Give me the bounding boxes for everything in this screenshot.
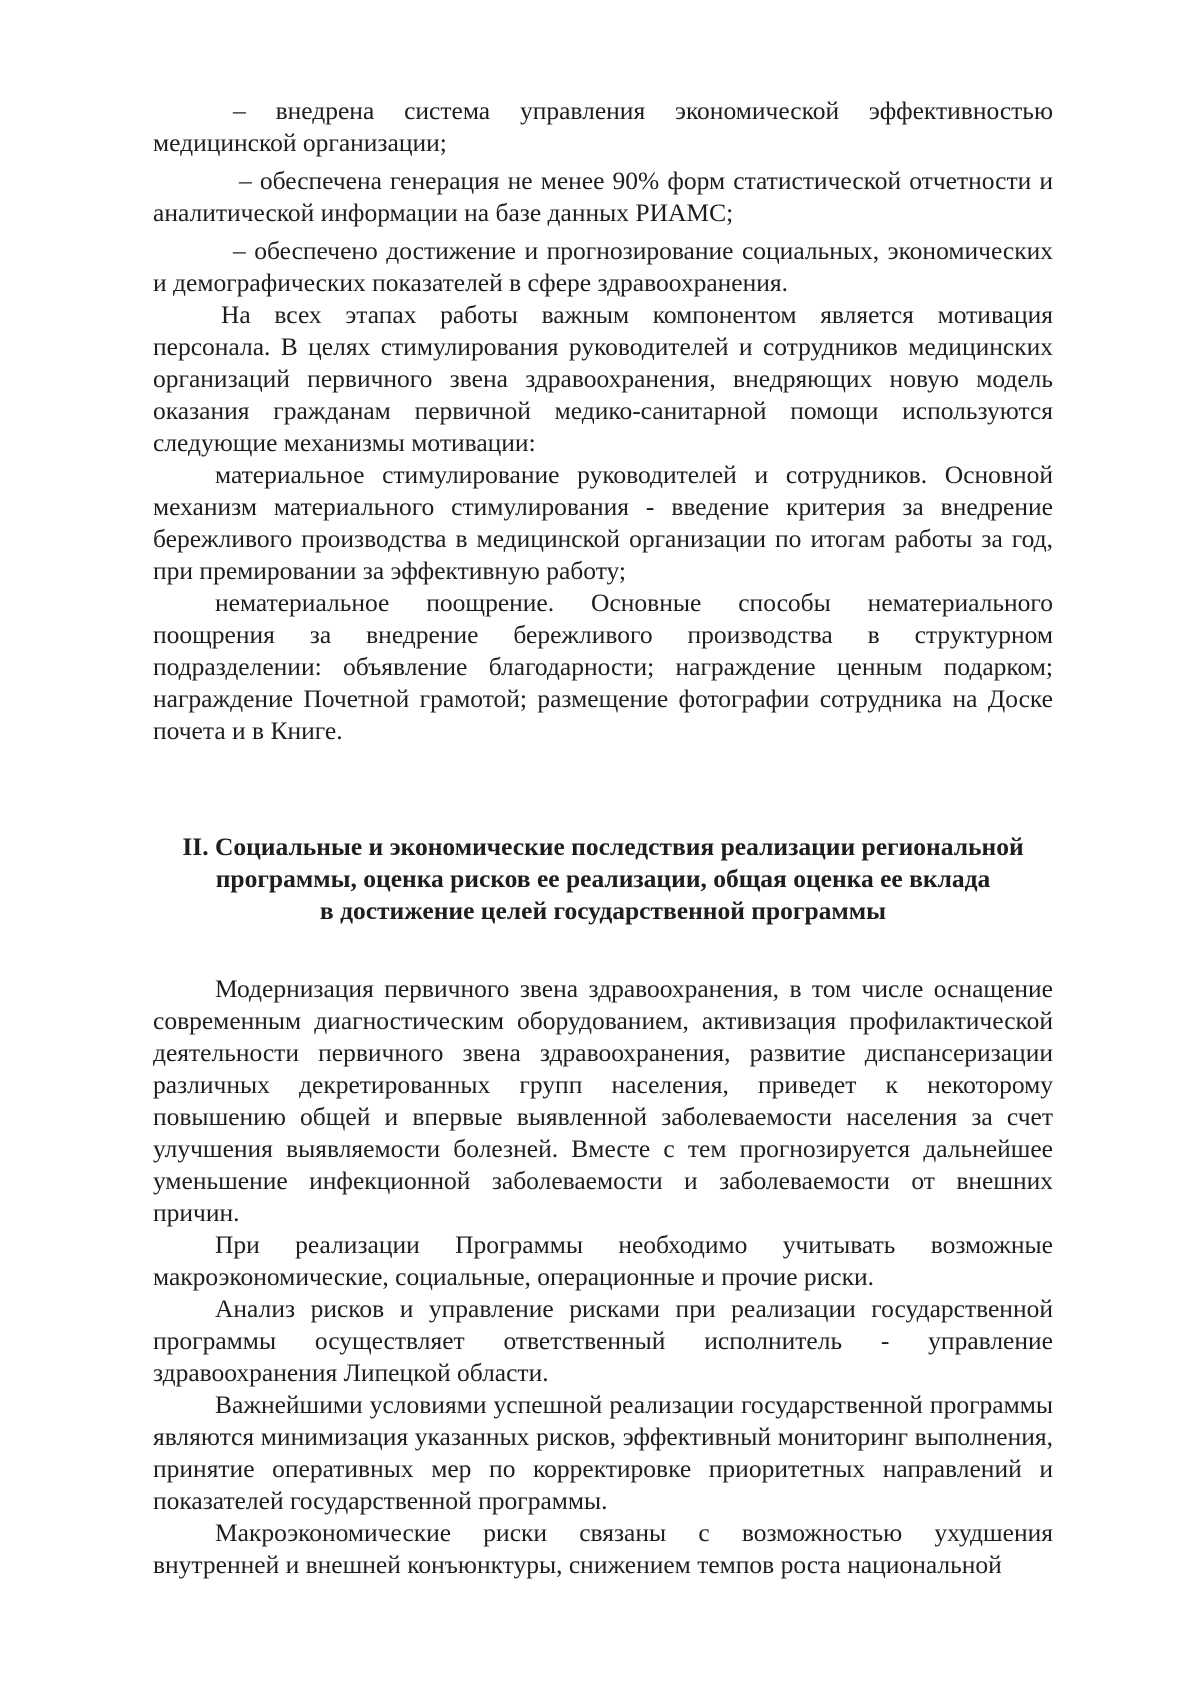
bullet-item: – внедрена система управления экономической эффективностью медицинской организации;: [153, 96, 1053, 157]
bullet-item: – обеспечено достижение и прогнозирование социальных, экономических и демографических показателей в сфере здравоохранения.: [153, 236, 1053, 297]
body-paragraph: На всех этапах работы важным компонентом является мотивация персонала. В целях стимулирования руководителей и сотрудников медицинских организаций первичного звена здравоохранения, внедряющих новую модель оказания гражданам первичной медико-санитарной помощи используются следующие механизмы мотивации:: [153, 300, 1053, 457]
bullet-item: – обеспечена генерация не менее 90% форм статистической отчетности и аналитической информации на базе данных РИАМС;: [153, 166, 1053, 227]
body-paragraph: Важнейшими условиями успешной реализации государственной программы являются минимизация указанных рисков, эффективный мониторинг выполнения, принятие оперативных мер по корректировке приоритетных направлений и показателей государственной программы.: [153, 1390, 1053, 1515]
body-paragraph: Макроэкономические риски связаны с возможностью ухудшения внутренней и внешней конъюнктуры, снижением темпов роста национальной: [153, 1518, 1053, 1579]
section-heading: [153, 831, 1053, 927]
document-page: [153, 95, 1053, 1581]
section-heading-line: II. Социальные и экономические последствия реализации региональной: [182, 832, 1024, 861]
body-paragraph: материальное стимулирование руководителей и сотрудников. Основной механизм материального стимулирования - введение критерия за внедрение бережливого производства в медицинской организации по итогам работы за год, при премировании за эффективную работу;: [153, 460, 1053, 585]
body-paragraph: Анализ рисков и управление рисками при реализации государственной программы осуществляет ответственный исполнитель - управление здравоохранения Липецкой области.: [153, 1294, 1053, 1387]
section-heading-line: в достижение целей государственной программы: [319, 896, 887, 925]
body-paragraph: При реализации Программы необходимо учитывать возможные макроэкономические, социальные, операционные и прочие риски.: [153, 1230, 1053, 1291]
section-heading-line: программы, оценка рисков ее реализации, общая оценка ее вклада: [215, 864, 991, 893]
body-paragraph: Модернизация первичного звена здравоохранения, в том числе оснащение современным диагностическим оборудованием, активизация профилактической деятельности первичного звена здравоохранения, развитие диспансеризации различных декретированных групп населения, приведет к некоторому повышению общей и впервые выявленной заболеваемости населения за счет улучшения выявляемости болезней. Вместе с тем прогнозируется дальнейшее уменьшение инфекционной заболеваемости и заболеваемости от внешних причин.: [153, 974, 1053, 1227]
body-paragraph: нематериальное поощрение. Основные способы нематериального поощрения за внедрение бережливого производства в структурном подразделении: объявление благодарности; награждение ценным подарком; награждение Почетной грамотой; размещение фотографии сотрудника на Доске почета и в Книге.: [153, 588, 1053, 745]
